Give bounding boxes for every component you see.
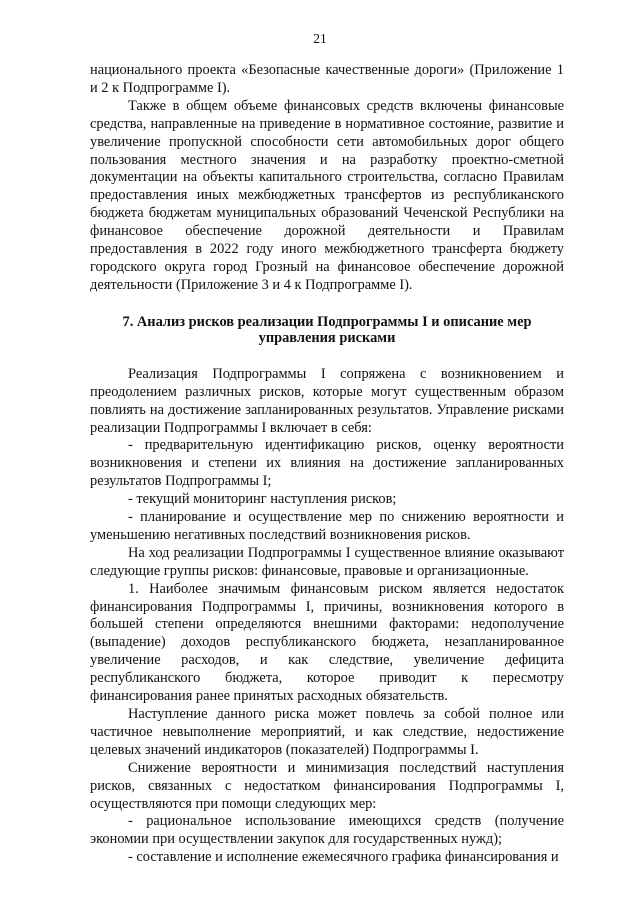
paragraphs-before xyxy=(90,62,564,295)
page-number: 21 xyxy=(313,31,327,46)
paragraph: 1. Наиболее значимым финансовым риском является недостаток финансирования Подпрограммы I, причины, возникновения которого в большей степени определяются внешними факторами: недополучение (выпадение) доходов республиканского бюджета, незапланированное увеличение расходов, и как следствие, увеличение дефицита республиканского бюджета, которое приводит к пересмотру финансирования ранее принятых расходных обязательств. xyxy=(90,580,564,705)
paragraph: Также в общем объеме финансовых средств включены финансовые средства, направленные на приведение в нормативное состояние, развитие и увеличение пропускной способности сети автомобильных дорог общего пользования местного значения и на разработку проектно-сметной документации на объекты капитального строительства, согласно Правилам предоставления иных межбюджетных трансфертов из республиканского бюджета бюджетам муниципальных образований Чеченской Республики на финансовое обеспечение дорожной деятельности и Правилам предоставления в 2022 году иного межбюджетного трансферта бюджету городского округа город Грозный на финансовое обеспечение дорожной деятельности (Приложение 3 и 4 к Подпрограмме I). xyxy=(90,97,564,293)
paragraph: Реализация Подпрограммы I сопряжена с возникновением и преодолением различных рисков, которые могут существенным образом повлиять на достижение запланированных результатов. Управление рисками реализации Подпрограммы I включает в себя: xyxy=(90,365,564,436)
list-item: - предварительную идентификацию рисков, оценку вероятности возникновения и степени их влияния на достижение запланированных результатов Подпрограммы I; xyxy=(90,437,564,490)
list-item: - текущий мониторинг наступления рисков; xyxy=(128,491,397,508)
paragraph: Снижение вероятности и минимизация последствий наступления рисков, связанных с недостатком финансирования Подпрограммы I, осуществляются при помощи следующих мер: xyxy=(90,759,564,812)
paragraph: национального проекта «Безопасные качественные дороги» (Приложение 1 и 2 к Подпрограмме I). xyxy=(90,62,564,96)
paragraph: На ход реализации Подпрограммы I существенное влияние оказывают следующие группы рисков: финансовые, правовые и организационные. xyxy=(90,544,564,579)
paragraph: Наступление данного риска может повлечь за собой полное или частичное невыполнение мероприятий, и как следствие, недостижение целевых значений индикаторов (показателей) Подпрограммы I. xyxy=(90,706,564,758)
list-item: - рациональное использование имеющихся средств (получение экономии при осуществлении закупок для государственных нужд); xyxy=(90,813,564,848)
section-heading: 7. Анализ рисков реализации Подпрограммы I и описание мер управления рисками xyxy=(122,313,532,346)
paragraphs-after xyxy=(90,366,564,867)
list-item: - составление и исполнение ежемесячного графика финансирования и xyxy=(128,849,559,866)
list-item: - планирование и осуществление мер по снижению вероятности и уменьшению негативных последствий возникновения рисков. xyxy=(90,509,564,543)
page-content xyxy=(90,62,564,867)
